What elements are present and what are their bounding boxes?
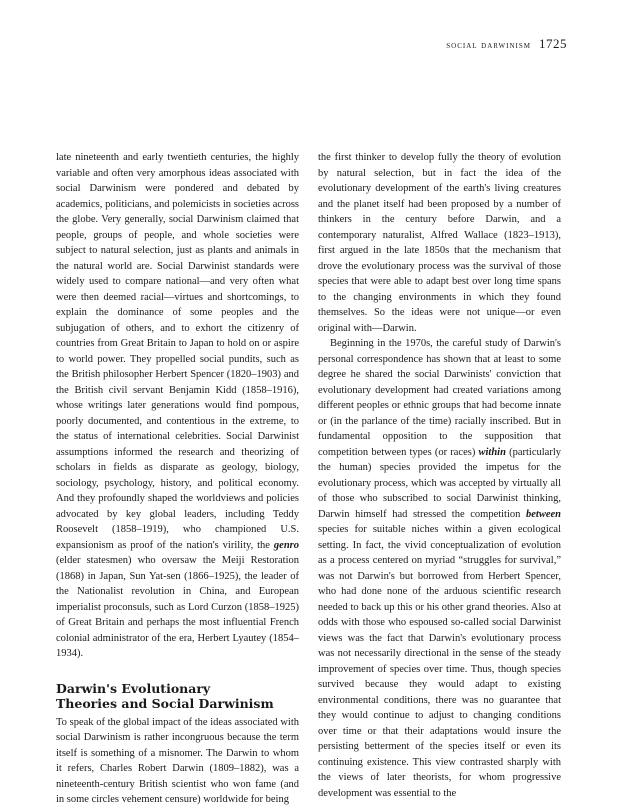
within-term: within bbox=[478, 446, 506, 458]
section-heading bbox=[56, 681, 299, 711]
page-number: 1725 bbox=[539, 36, 567, 51]
genro-term: genro bbox=[273, 539, 299, 551]
left-column bbox=[56, 150, 299, 808]
section-heading-line-1: Darwin's Evolutionary bbox=[56, 680, 211, 696]
right-paragraph-2 bbox=[318, 336, 561, 801]
between-term: between bbox=[526, 508, 561, 520]
left-paragraph-1 bbox=[56, 150, 299, 662]
right-paragraph-1: the first thinker to develop fully the theory of evolution by natural selection, but in fact the idea of the evolutionary development of the earth's living creatures and the planet itself had been proposed by a number of thinkers in the century before Darwin, and a contemporary naturalist, Alfred Wallace (1823–1913), first argued in the late 1850s that the mechanism that drove the evolutionary process was the survival of those species that were able to adapt best over long time spans to the changing environments in which they found themselves. So the ideas were not unique—or even original with—Darwin. bbox=[318, 152, 561, 334]
running-title: social darwinism bbox=[446, 40, 531, 51]
right-paragraph-2-b: (particularly the human) species provided the impetus for the evolutionary process, which was accepted by virtually all of those who subscribed to social Darwinist thinking, Darwin himself had stressed the competition bbox=[318, 446, 562, 520]
running-head bbox=[446, 36, 567, 52]
section-heading-line-2: Theories and Social Darwinism bbox=[56, 695, 274, 711]
left-paragraph-2: To speak of the global impact of the ideas associated with social Darwinism is rather incongruous because the term itself is something of a misnomer. The Darwin to whom it refers, Charles Robert Darwin (1809–1882), was a nineteenth-century British scientist who won fame (and in some circles vehement censure) worldwide for being bbox=[56, 716, 299, 805]
left-paragraph-1-text: late nineteenth and early twentieth centuries, the highly variable and often very amorphous ideas associated with social Darwinism were pondered and debated by academics, politicians, and polemicists in societies across the globe. Very generally, social Darwinism claimed that people, groups of people, and whole societies were subject to natural selection, just as plants and animals in the natural world are. Social Darwinist standards were widely used to compare national—and very often what were then deemed racial—virtues and shortcomings, to explain the dominance of some peoples and the subjugation of others, and to exhort the citizenry of countries from Great Britain to Japan to hold on or aspire to world power. They propelled social pundits, such as the British philosopher Herbert Spencer (1820–1903) and the British civil servant Benjamin Kidd (1858–1916), whose writings later generations would find pompous, poorly documented, and contentious in the extreme, to the status of international celebrities. Social Darwinist assumptions informed the research and theorizing of scholars in fields as disparate as geology, biology, sociology, psychology, history, and political economy. And they profoundly shaped the worldviews and policies advocated by key global leaders, including Teddy Roosevelt (1858–1919), who championed U.S. expansionism as proof of the nation's virility, the bbox=[56, 152, 299, 551]
right-paragraph-2-c: species for suitable niches within a given ecological setting. In fact, the vivid conceptualization of evolution as a process centered on myriad “struggles for survival,” was not Darwin's but borrowed from Herbert Spencer, who had done none of the arduous scientific research needed to back up this or his other grand theories. Also at odds with those who espoused so-called social Darwinist views was the fact that Darwin's evolutionary process was not necessarily directional in the sense of the steady improvement of species over time. Thus, though species survived because they would adapt to existing environmental conditions, there was no guarantee that they would continue to adjust to changing conditions over time or that their adaptations would insure the persisting betterment of the species itself or even its continuing existence. This view contrasted sharply with the views of later theorists, for whom progressive development was essential to the bbox=[318, 524, 561, 799]
right-paragraph-2-a: Beginning in the 1970s, the careful study of Darwin's personal correspondence has shown that at least to some degree he shared the social Darwinists' conviction that evolutionary development had created variations among different peoples or ethnic groups that had become innate or (in the parlance of the time) racially inscribed. But in fundamental opposition to the supposition that competition between types (or races) bbox=[318, 338, 561, 458]
left-paragraph-1-end: (elder statesmen) who oversaw the Meiji Restoration (1868) in Japan, Sun Yat-sen (1866–1925), the leader of the Nationalist revolution in China, and European imperialist proconsuls, such as Lord Curzon (1858–1925) of Great Britain and perhaps the most influential French colonial administrator of the era, Herbert Lyautey (1854–1934). bbox=[56, 555, 299, 659]
right-column bbox=[318, 150, 561, 801]
